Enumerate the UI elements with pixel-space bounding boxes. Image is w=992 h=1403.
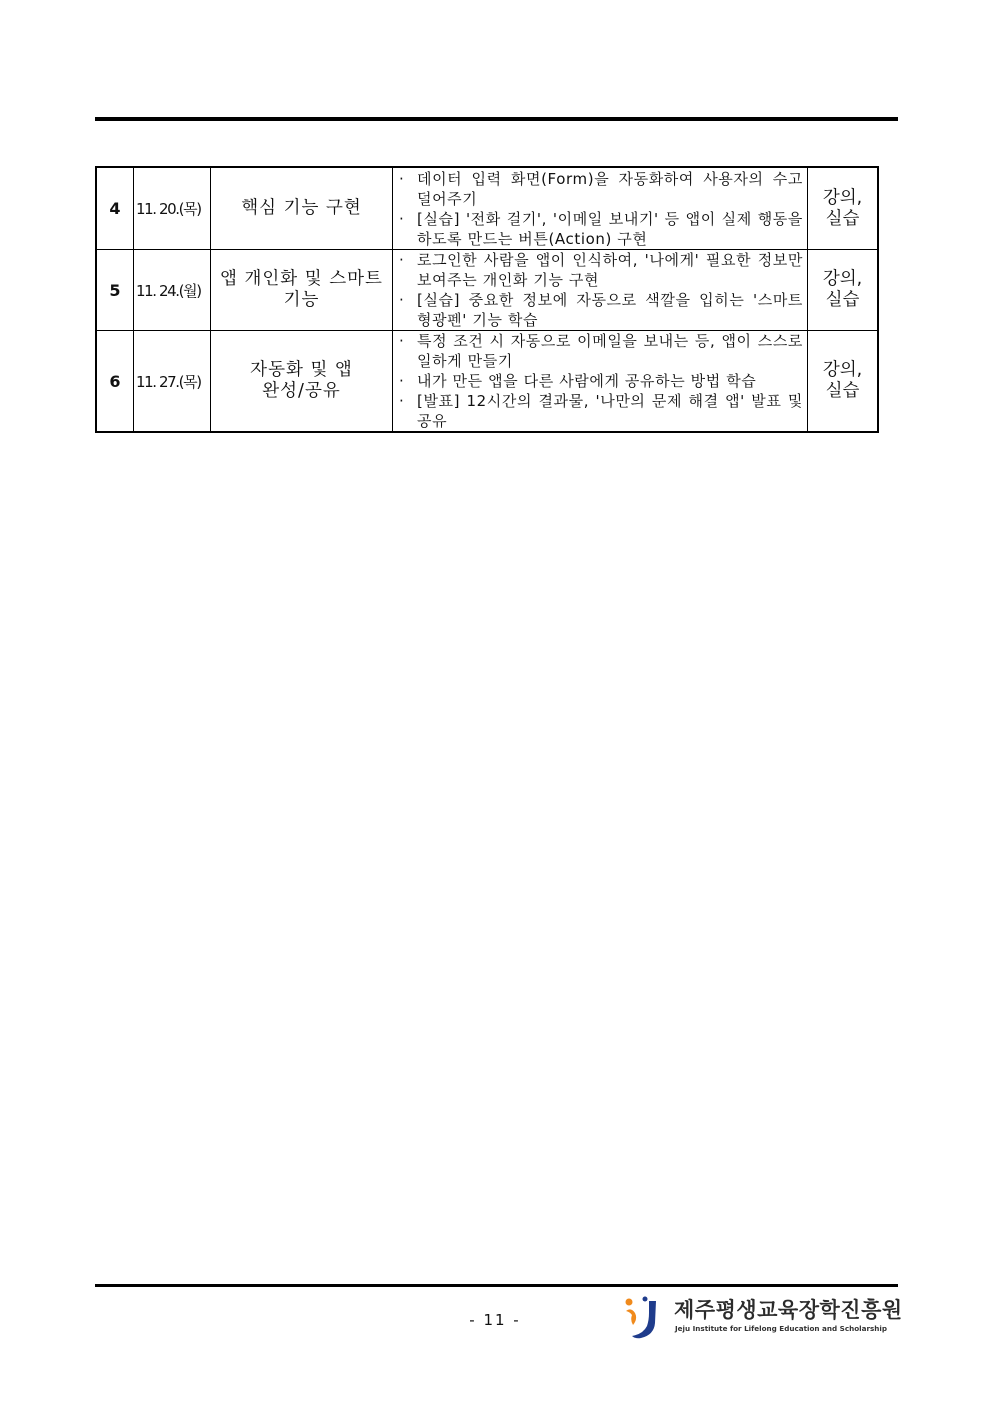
bullet-dot: ·	[399, 291, 405, 309]
header-rule	[95, 117, 898, 121]
session-number: 5	[96, 250, 134, 331]
topic-line: 완성/공유	[262, 381, 341, 401]
method-line: 강의,	[822, 187, 863, 208]
session-topic	[211, 331, 393, 433]
session-number: 4	[96, 167, 134, 250]
session-topic	[211, 250, 393, 331]
session-number: 6	[96, 331, 134, 433]
content-text: [실습] '전화 걸기', '이메일 보내기' 등 앱이 실제 행동을 하도록 만드는 버튼(Action) 구현	[417, 209, 803, 248]
table-row	[96, 250, 878, 331]
bullet-dot: ·	[399, 169, 405, 188]
session-content	[393, 250, 808, 331]
schedule-table	[95, 166, 879, 433]
topic-line: 앱 개인화 및 스마트	[220, 269, 383, 289]
content-text: 내가 만든 앱을 다른 사람에게 공유하는 방법 학습	[417, 372, 757, 390]
topic-line: 자동화 및 앱	[250, 360, 353, 380]
method-line: 강의,	[822, 269, 863, 289]
content-text: [발표] 12시간의 결과물, '나만의 문제 해결 앱' 발표 및 공유	[417, 392, 803, 430]
session-content	[393, 331, 808, 433]
method-line: 실습	[825, 208, 860, 229]
content-text: 특정 조건 시 자동으로 이메일을 보내는 등, 앱이 스스로 일하게 만들기	[417, 332, 803, 370]
content-item	[399, 331, 803, 371]
session-method	[808, 331, 879, 433]
institute-logo-icon	[623, 1293, 667, 1339]
session-content	[393, 167, 808, 250]
content-text: 로그인한 사람을 앱이 인식하여, '나에게' 필요한 정보만 보여주는 개인화 기능 구현	[417, 251, 803, 289]
logo-text-english: Jeju Institute for Lifelong Education and Scholarship	[675, 1324, 887, 1333]
content-item	[399, 169, 803, 209]
logo-text-korean: 제주평생교육장학진흥원	[674, 1298, 903, 1322]
content-text: 데이터 입력 화면(Form)을 자동화하여 사용자의 수고 덜어주기	[417, 169, 803, 208]
session-date: 11. 24.(월)	[134, 250, 211, 331]
content-item	[399, 290, 803, 330]
bullet-dot: ·	[399, 332, 405, 350]
method-line: 실습	[825, 290, 860, 310]
bullet-dot: ·	[399, 392, 405, 410]
footer-rule	[95, 1284, 898, 1287]
content-item	[399, 209, 803, 249]
content-item	[399, 391, 803, 431]
content-item	[399, 250, 803, 290]
institute-logo	[623, 1291, 903, 1341]
topic-line: 핵심 기능 구현	[241, 198, 362, 218]
session-date: 11. 20.(목)	[134, 167, 211, 250]
content-item	[399, 371, 803, 391]
session-method	[808, 250, 879, 331]
session-method	[808, 167, 879, 250]
topic-line: 기능	[283, 290, 320, 310]
session-topic	[211, 167, 393, 250]
bullet-dot: ·	[399, 372, 405, 390]
bullet-dot: ·	[399, 209, 405, 228]
table-row	[96, 167, 878, 250]
method-line: 실습	[825, 381, 860, 401]
content-text: [실습] 중요한 정보에 자동으로 색깔을 입히는 '스마트 형광펜' 기능 학습	[417, 291, 803, 329]
method-line: 강의,	[822, 360, 863, 380]
table-row	[96, 331, 878, 433]
page-number: - 11 -	[469, 1311, 521, 1329]
session-date: 11. 27.(목)	[134, 331, 211, 433]
bullet-dot: ·	[399, 251, 405, 269]
